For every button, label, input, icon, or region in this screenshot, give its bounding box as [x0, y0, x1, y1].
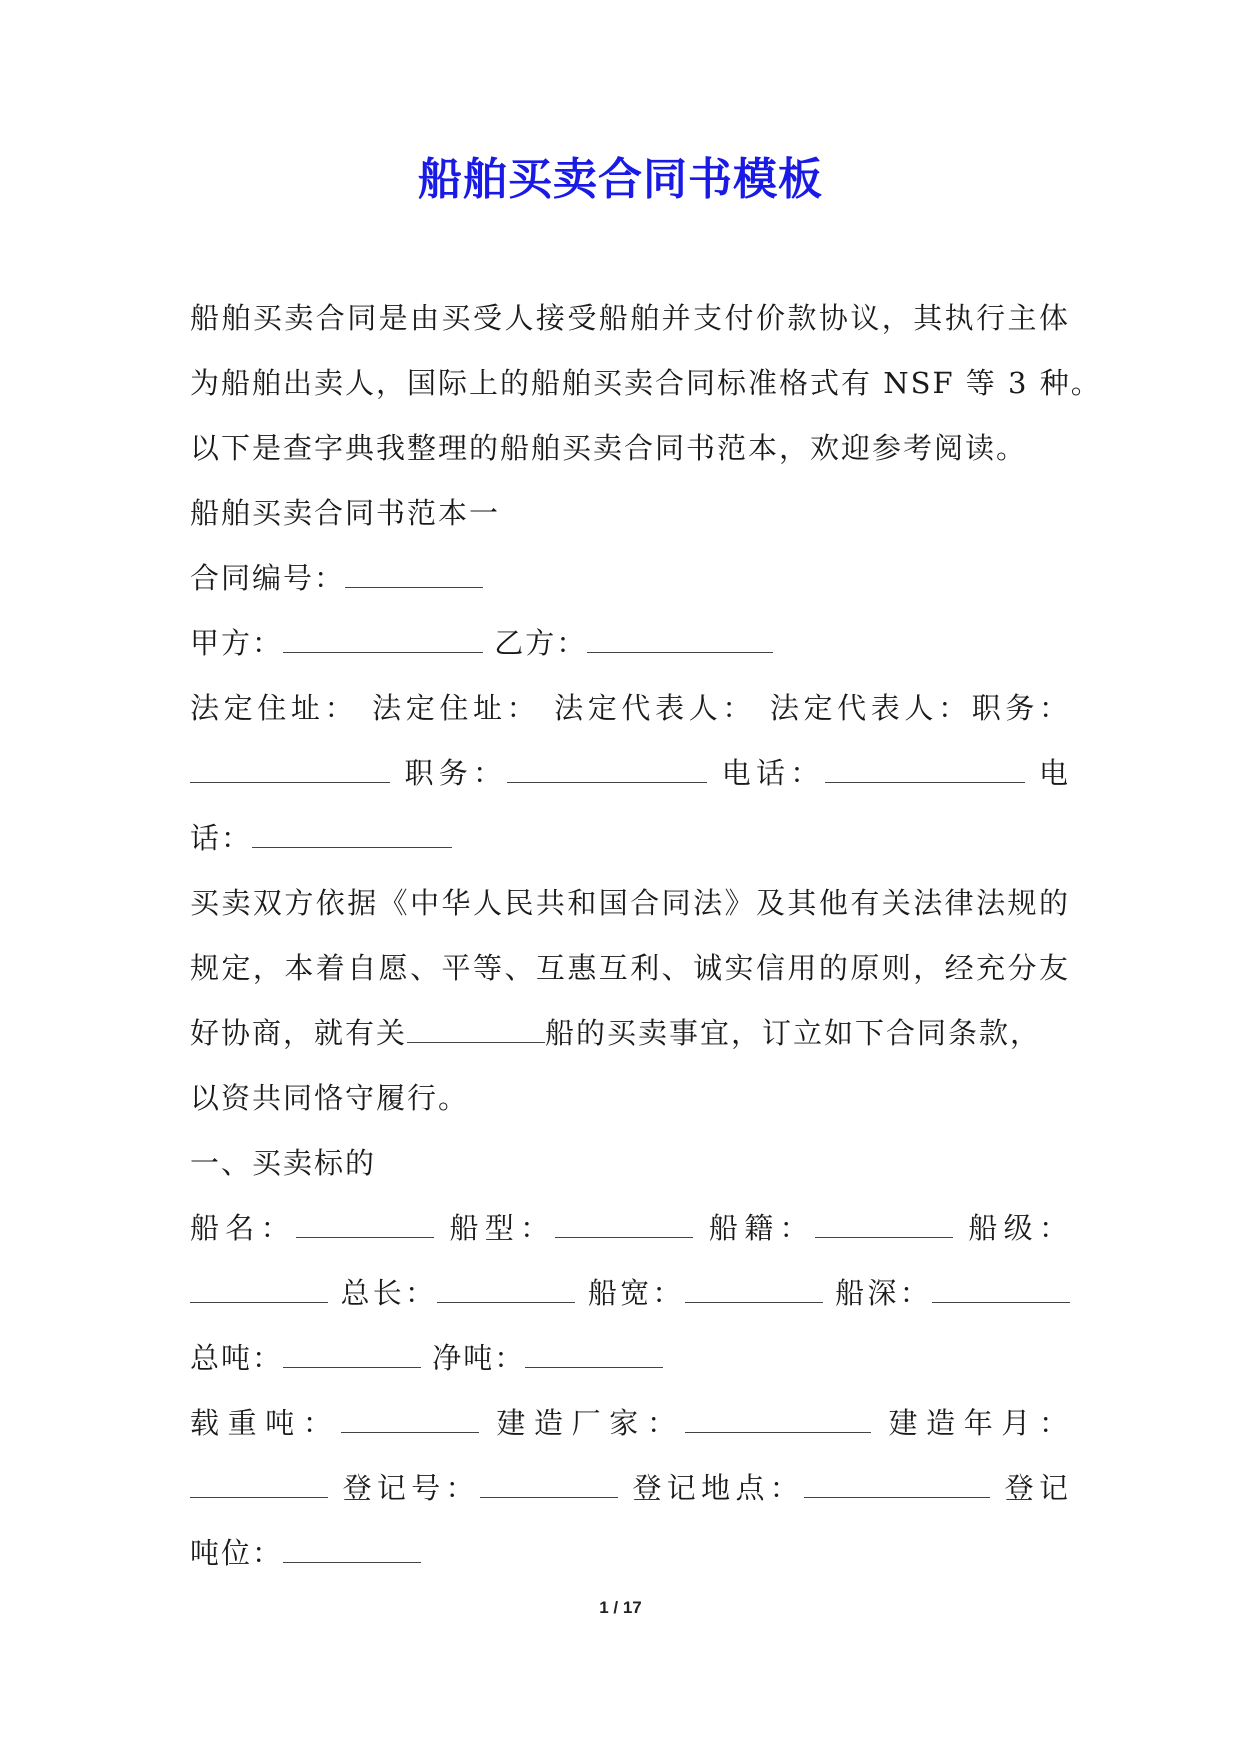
phone-label-part: 话： [190, 821, 253, 855]
reg-tonnage-label: 吨位： [190, 1536, 284, 1570]
paragraph-line [190, 1001, 1070, 1066]
build-date-blank [190, 1475, 328, 1498]
ship-name-blank [296, 1215, 434, 1238]
reg-tonnage-label: 登记 [1004, 1471, 1071, 1505]
paragraph-line: 船舶买卖合同是由买受人接受船舶并支付价款协议，其执行主体 [190, 301, 1070, 335]
paragraph-line: 为船舶出卖人，国际上的船舶买卖合同标准格式有 NSF 等 3 种。 [190, 366, 1102, 400]
party-b-label: 乙方： [494, 626, 588, 660]
net-tonnage-blank [525, 1345, 663, 1368]
length-blank [437, 1280, 575, 1303]
paragraph-line: 规定，本着自愿、平等、互惠互利、诚实信用的原则，经充分友 [190, 951, 1070, 985]
party-a-blank [283, 630, 483, 653]
gross-tonnage-label: 总吨： [190, 1341, 284, 1375]
parties-row [190, 611, 1070, 676]
contract-number-label: 合同编号： [190, 561, 346, 595]
net-tonnage-label: 净吨： [432, 1341, 526, 1375]
tonnage-row [190, 1326, 1070, 1391]
paragraph-line: 以下是查字典我整理的船舶买卖合同书范本，欢迎参考阅读。 [190, 431, 1028, 465]
paragraph-line: 以资共同恪守履行。 [190, 1081, 470, 1115]
reg-no-label: 登记号： [342, 1471, 480, 1505]
phone-blank [825, 760, 1025, 783]
contract-number-blank [345, 565, 483, 588]
clause-title: 一、买卖标的 [190, 1146, 377, 1180]
depth-blank [932, 1280, 1070, 1303]
document-body [190, 286, 1102, 1586]
phone-label: 电话： [721, 756, 825, 790]
ship-nationality-blank [815, 1215, 953, 1238]
position-phone-row [190, 741, 1070, 806]
length-label: 总长： [340, 1276, 438, 1310]
intro-text: 好协商，就有关 [190, 1016, 408, 1050]
party-b-blank [587, 630, 773, 653]
phone-label-part: 电 [1039, 756, 1071, 790]
beam-label: 船宽： [587, 1276, 685, 1310]
builder-row [190, 1391, 1070, 1456]
position-label: 职务： [404, 756, 508, 790]
page-number: 1 / 17 [599, 1598, 642, 1617]
ship-name-label: 船名： [190, 1211, 296, 1245]
position-blank [507, 760, 707, 783]
depth-label: 船深： [835, 1276, 932, 1310]
ship-class-blank [190, 1280, 328, 1303]
paragraph-line: 买卖双方依据《中华人民共和国合同法》及其他有关法律法规的 [190, 886, 1070, 920]
ship-type-label: 船型： [449, 1211, 556, 1245]
contract-number-row [190, 546, 1070, 611]
phone-row [190, 806, 1070, 871]
position-blank [190, 760, 390, 783]
reg-no-blank [480, 1475, 618, 1498]
ship-type-blank [555, 1215, 693, 1238]
ship-info-row [190, 1196, 1070, 1261]
phone-blank [252, 825, 452, 848]
ship-name-blank [407, 1020, 545, 1043]
ship-class-label: 船级： [968, 1211, 1070, 1245]
registration-row [190, 1456, 1070, 1521]
reg-place-label: 登记地点： [632, 1471, 805, 1505]
party-a-label: 甲方： [190, 626, 284, 660]
reg-place-blank [804, 1475, 990, 1498]
dwt-blank [341, 1410, 479, 1433]
build-date-label: 建造年月： [888, 1406, 1070, 1440]
dwt-label: 载重吨： [190, 1406, 341, 1440]
reg-tonnage-row [190, 1521, 1070, 1586]
document-title: 船舶买卖合同书模板 [418, 154, 823, 205]
intro-text: 船的买卖事宜，订立如下合同条款， [545, 1016, 1042, 1050]
gross-tonnage-blank [283, 1345, 421, 1368]
section-title: 船舶买卖合同书范本一 [190, 496, 501, 530]
builder-label: 建造厂家： [496, 1406, 685, 1440]
ship-dimension-row [190, 1261, 1070, 1326]
ship-nationality-label: 船籍： [708, 1211, 815, 1245]
builder-blank [685, 1410, 871, 1433]
reg-tonnage-blank [283, 1540, 421, 1563]
beam-blank [685, 1280, 823, 1303]
address-row: 法定住址： 法定住址： 法定代表人： 法定代表人：职务： [190, 691, 1070, 725]
